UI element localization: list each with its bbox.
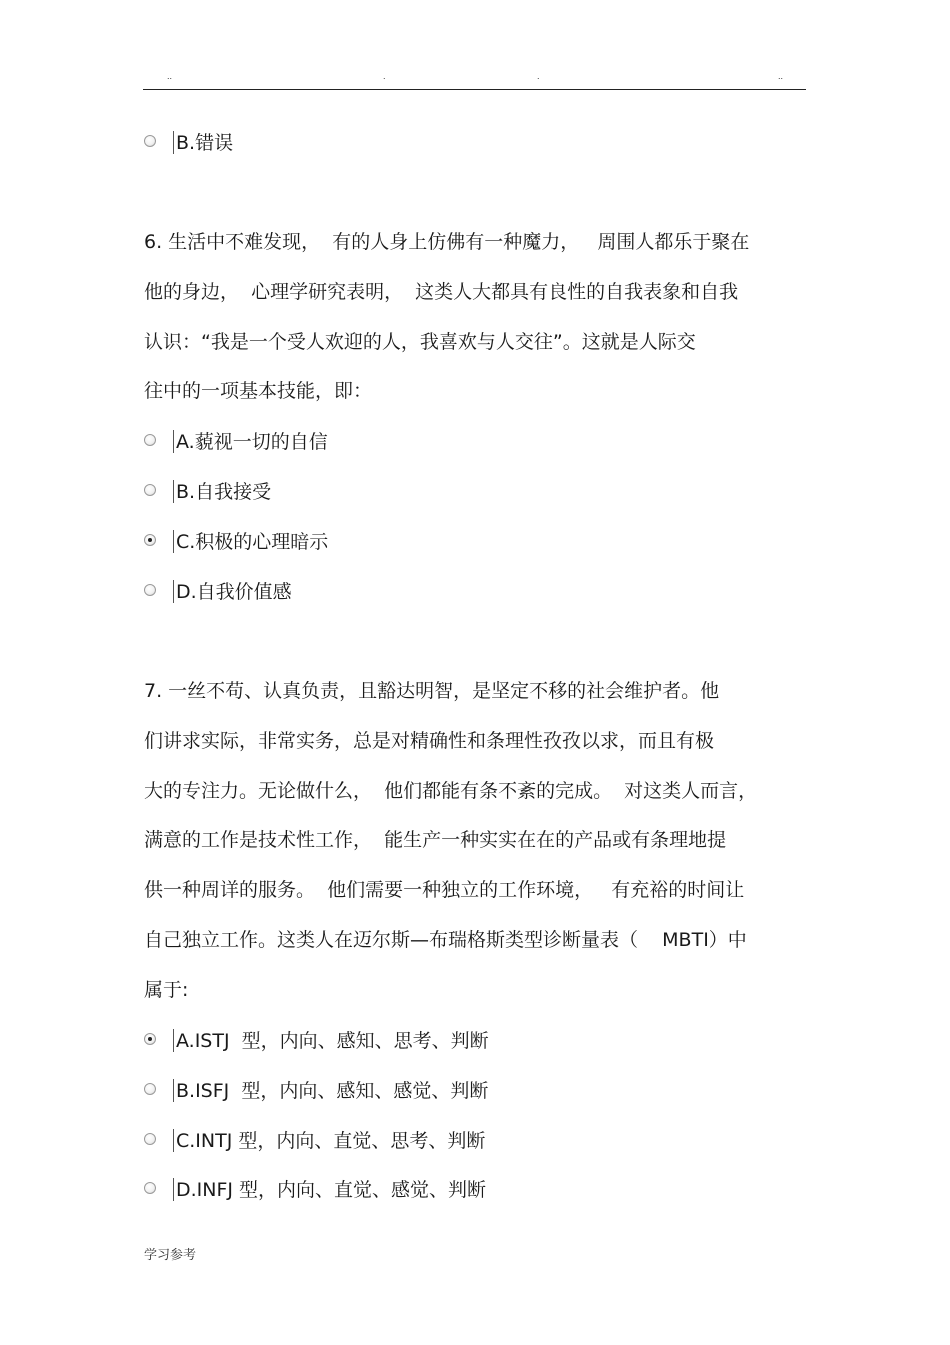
option-label: C.积极的心理暗示 bbox=[176, 531, 329, 553]
header-mark: . bbox=[383, 71, 386, 81]
text-cursor-bar bbox=[173, 430, 174, 453]
option-label: A.ISTJ 型，内向、感知、思考、判断 bbox=[176, 1030, 489, 1052]
radio-button[interactable] bbox=[144, 1182, 156, 1194]
page-header-marks bbox=[0, 72, 950, 86]
question-text-line: 供一种周详的服务。 他们需要一种独立的工作环境， 有充裕的时间让 bbox=[144, 879, 745, 901]
text-cursor-bar bbox=[173, 1129, 174, 1152]
radio-button[interactable] bbox=[144, 1083, 156, 1095]
question-text-line: 属于: bbox=[144, 979, 189, 1001]
question-text-line: 认识：“我是一个受人欢迎的人，我喜欢与人交往”。这就是人际交 bbox=[144, 331, 696, 353]
question-text-line: 大的专注力。无论做什么， 他们都能有条不紊的完成。 对这类人而言， bbox=[144, 780, 758, 802]
option-label: D.自我价值感 bbox=[176, 581, 292, 603]
question-text-line: 自己独立工作。这类人在迈尔斯—布瑞格斯类型诊断量表（ MBTI）中 bbox=[144, 929, 747, 951]
radio-button[interactable] bbox=[144, 1133, 156, 1145]
option-label: B.错误 bbox=[176, 132, 234, 154]
text-cursor-bar bbox=[173, 1029, 174, 1052]
option-label: A.藐视一切的自信 bbox=[176, 431, 328, 453]
page-footer: 学习参考 bbox=[144, 1248, 197, 1263]
header-mark: .. bbox=[778, 71, 784, 81]
text-cursor-bar bbox=[173, 1178, 174, 1201]
question-text-line: 满意的工作是技术性工作， 能生产一种实实在在的产品或有条理地提 bbox=[144, 829, 727, 851]
text-cursor-bar bbox=[173, 530, 174, 553]
text-cursor-bar bbox=[173, 580, 174, 603]
option-label: B.ISFJ 型，内向、感知、感觉、判断 bbox=[176, 1080, 489, 1102]
header-divider bbox=[143, 89, 806, 90]
radio-button[interactable] bbox=[144, 584, 156, 596]
radio-button-selected[interactable] bbox=[144, 1033, 156, 1045]
question-text-line: 6. 生活中不难发现， 有的人身上仿佛有一种魔力， 周围人都乐于聚在 bbox=[144, 231, 750, 253]
radio-button[interactable] bbox=[144, 484, 156, 496]
radio-button[interactable] bbox=[144, 135, 156, 147]
option-label: B.自我接受 bbox=[176, 481, 272, 503]
header-mark: . bbox=[537, 71, 540, 81]
question-text-line: 往中的一项基本技能，即： bbox=[144, 380, 373, 402]
text-cursor-bar bbox=[173, 131, 174, 154]
question-text-line: 他的身边， 心理学研究表明， 这类人大都具有良性的自我表象和自我 bbox=[144, 281, 739, 303]
option-label: C.INTJ 型，内向、直觉、思考、判断 bbox=[176, 1130, 486, 1152]
header-mark: .. bbox=[167, 71, 173, 81]
radio-button-selected[interactable] bbox=[144, 534, 156, 546]
text-cursor-bar bbox=[173, 1079, 174, 1102]
text-cursor-bar bbox=[173, 480, 174, 503]
radio-button[interactable] bbox=[144, 434, 156, 446]
option-label: D.INFJ 型，内向、直觉、感觉、判断 bbox=[176, 1179, 487, 1201]
question-text-line: 们讲求实际，非常实务，总是对精确性和条理性孜孜以求，而且有极 bbox=[144, 730, 715, 752]
question-text-line: 7. 一丝不苟、认真负责，且豁达明智，是坚定不移的社会维护者。他 bbox=[144, 680, 720, 702]
